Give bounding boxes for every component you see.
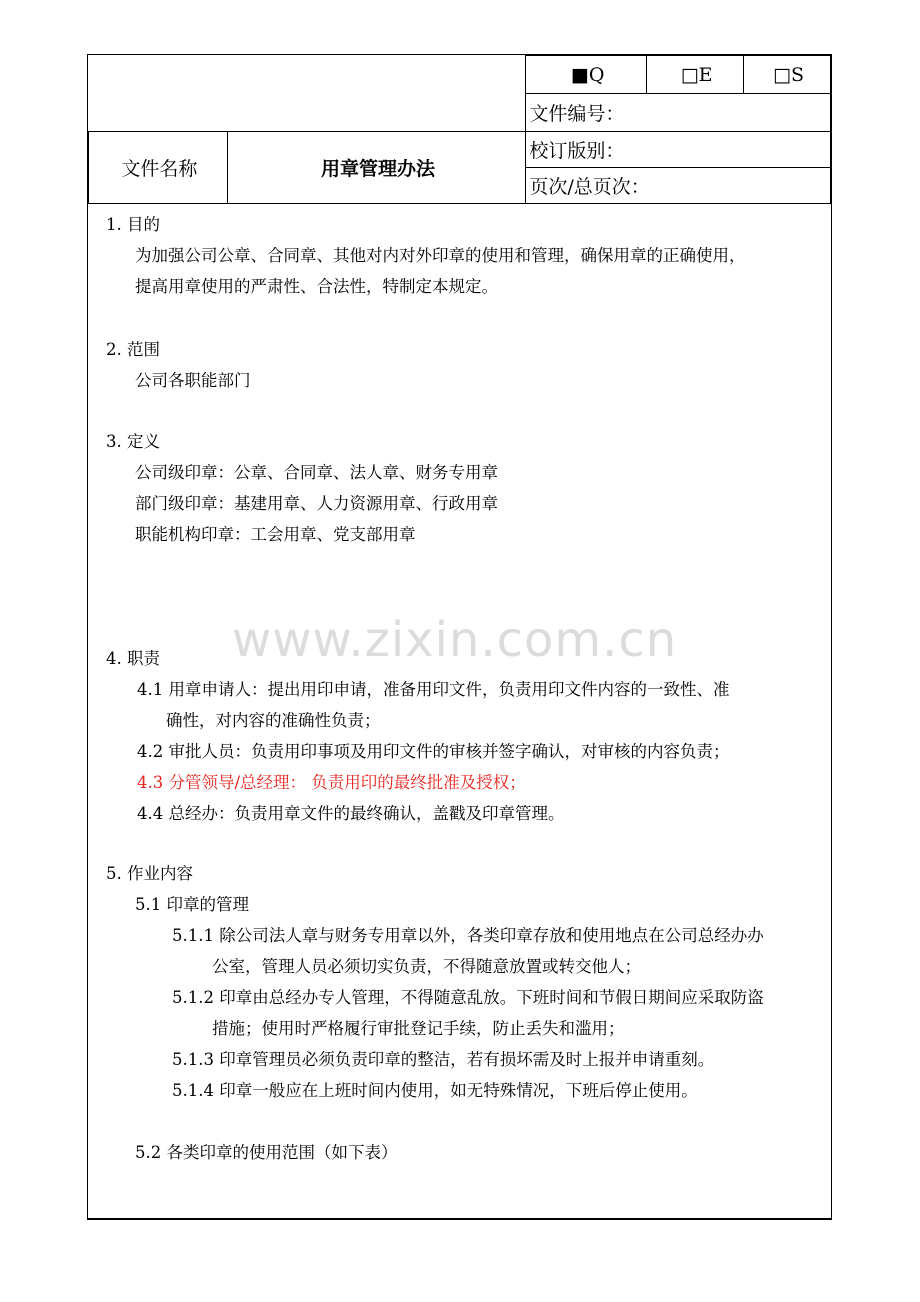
section-1-title: 1. 目的	[106, 215, 160, 234]
document-header-table	[88, 55, 831, 204]
doc-number-label: 文件编号：	[526, 94, 831, 132]
section-3-text: 部门级印章：基建用章、人力资源用章、行政用章	[135, 494, 498, 513]
section-5-title: 5. 作业内容	[106, 864, 193, 883]
section-5-1-item: 5.1.1 除公司法人章与财务专用章以外，各类印章存放和使用地点在公司总经办办	[172, 926, 764, 945]
section-1-text: 提高用章使用的严肃性、合法性，特制定本规定。	[135, 277, 498, 296]
section-5-1-item: 公室，管理人员必须切实负责，不得随意放置或转交他人；	[212, 957, 641, 976]
section-5-2-title: 5.2 各类印章的使用范围（如下表）	[135, 1143, 398, 1162]
section-4-item: 4.2 审批人员：负责用印事项及用印文件的审核并签字确认，对审核的内容负责；	[137, 742, 730, 761]
doc-name-label: 文件名称	[89, 132, 228, 204]
section-5-1-item: 5.1.3 印章管理员必须负责印章的整洁，若有损坏需及时上报并申请重刻。	[172, 1050, 715, 1069]
checkbox-e: □E	[647, 56, 744, 94]
section-1-text: 为加强公司公章、合同章、其他对内对外印章的使用和管理，确保用章的正确使用，	[135, 246, 746, 265]
section-4-item: 确性，对内容的准确性负责；	[166, 711, 381, 730]
doc-title: 用章管理办法	[227, 132, 526, 204]
section-2-title: 2. 范围	[106, 340, 160, 359]
header-blank-cell	[89, 56, 526, 132]
section-4-item: 4.1 用章申请人：提出用印申请，准备用印文件，负责用印文件内容的一致性、准	[137, 680, 730, 699]
section-4-item-highlight: 4.3 分管领导/总经理： 负责用印的最终批准及授权；	[137, 773, 526, 792]
page-label: 页次/总页次：	[526, 168, 831, 204]
section-2-text: 公司各职能部门	[135, 371, 251, 390]
revision-label: 校订版别：	[526, 132, 831, 168]
section-4-title: 4. 职责	[106, 649, 160, 668]
section-5-1-item: 5.1.2 印章由总经办专人管理，不得随意乱放。下班时间和节假日期间应采取防盗	[172, 988, 764, 1007]
watermark: www.zixin.com.cn	[232, 612, 678, 668]
section-4-item: 4.4 总经办：负责用章文件的最终确认，盖戳及印章管理。	[137, 804, 565, 823]
checkbox-s: □S	[744, 56, 831, 94]
section-5-1-item: 措施；使用时严格履行审批登记手续，防止丢失和滥用；	[212, 1019, 625, 1038]
section-3-text: 职能机构印章：工会用章、党支部用章	[135, 525, 416, 544]
section-3-title: 3. 定义	[106, 432, 160, 451]
checkbox-q: ■Q	[526, 56, 647, 94]
section-3-text: 公司级印章：公章、合同章、法人章、财务专用章	[135, 463, 498, 482]
section-5-1-title: 5.1 印章的管理	[135, 895, 249, 914]
section-5-1-item: 5.1.4 印章一般应在上班时间内使用，如无特殊情况，下班后停止使用。	[172, 1081, 698, 1100]
